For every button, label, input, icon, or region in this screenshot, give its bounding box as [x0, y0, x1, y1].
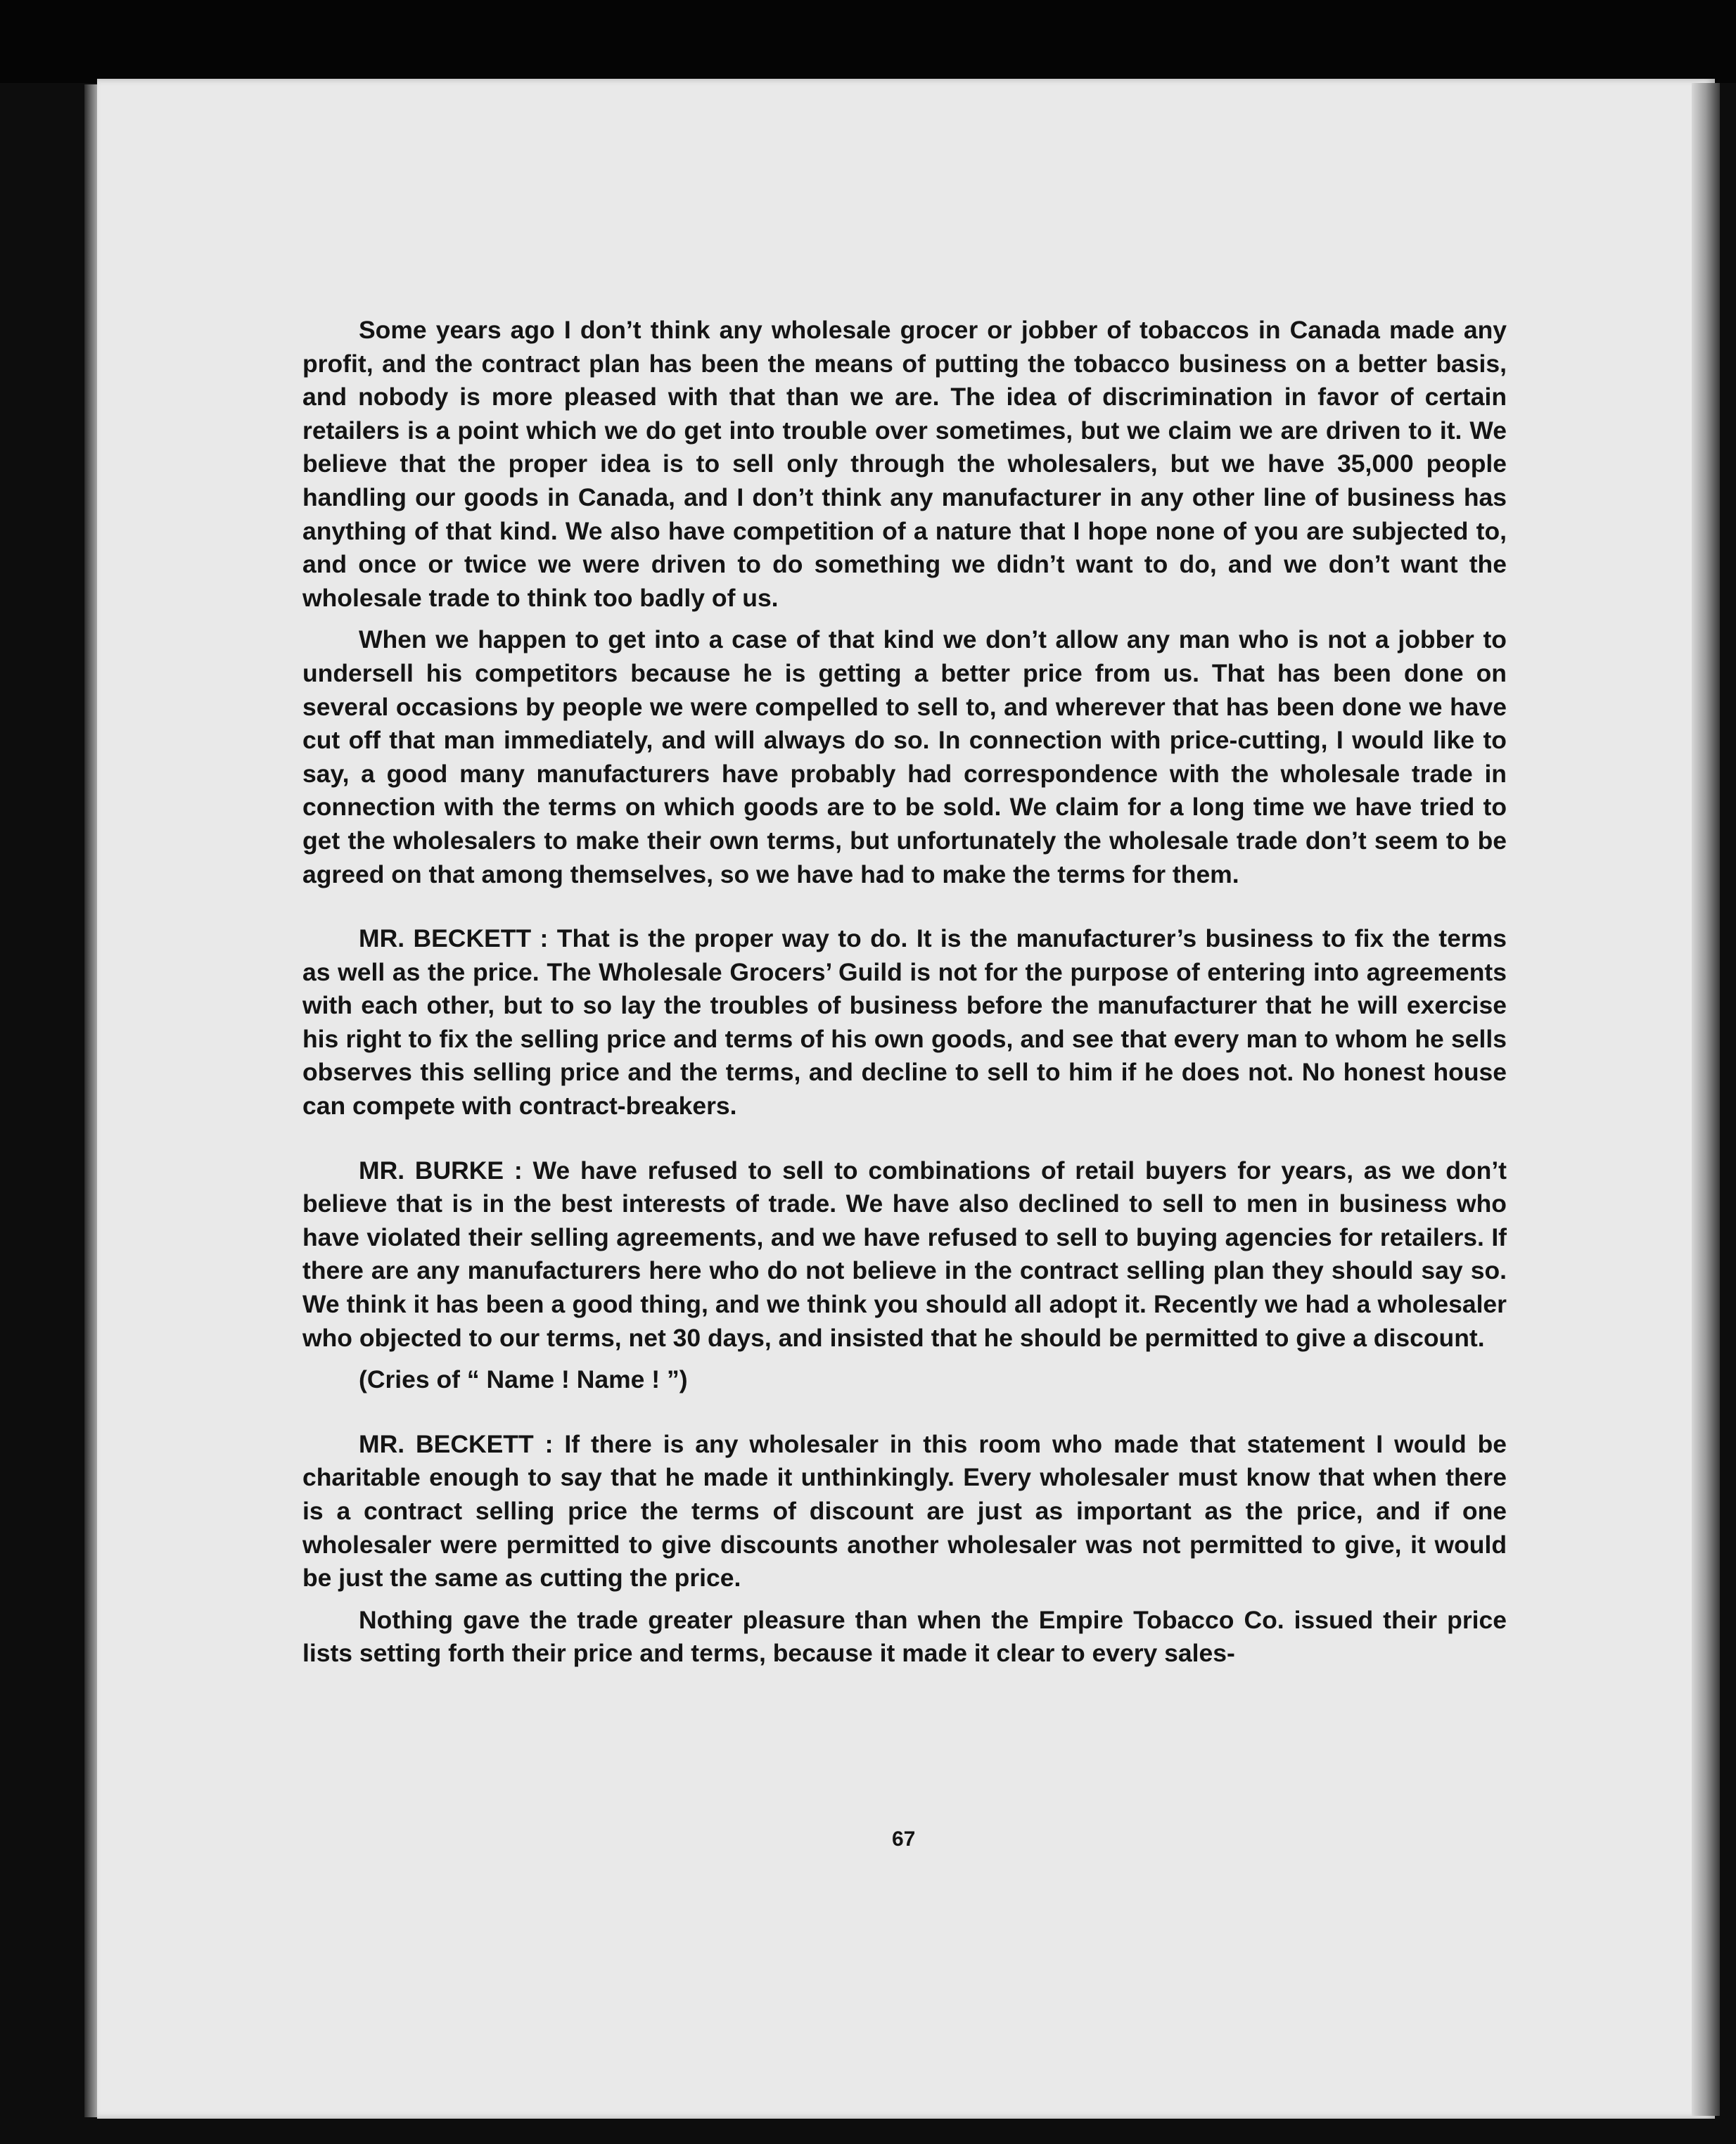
paragraph-cries: (Cries of “ Name ! Name ! ”) — [359, 1365, 688, 1394]
body-text — [302, 314, 1507, 1671]
paragraph-burke-refusals: MR. BURKE : We have refused to sell to combinations of retail buyers for years, as we don’t believe that is in the best interests of trade. We have also declined to sell to men in business who have violated their selling agreements, and we have refused to sell to buying agencies for retailers. If there are any manufacturers here who do not believe in the contract selling plan they should say so. We think it has been a good thing, and we think you should all adopt it. Recently we had a wholesaler who objected to our terms, net 30 days, and insisted that he should be permitted to give a discount. — [302, 1156, 1507, 1352]
paragraph-beckett-terms: MR. BECKETT : That is the proper way to do. It is the manufacturer’s business to fix the terms as well as the price. The Wholesale Grocers’ Guild is not for the purpose of entering into agreements with each other, but to so lay the troubles of business before the manufacturer that he will exercise his right to fix the selling price and terms of his own goods, and see that every man to whom he sells observes this selling price and the terms, and decline to sell to him if he does not. No honest house can compete with contract-breakers. — [302, 924, 1507, 1121]
paragraph-tobacco-contract-plan: Some years ago I don’t think any wholesale grocer or jobber of tobaccos in Canada made any profit, and the contract plan has been the means of putting the tobacco business on a better basis, and nobody is more pleased with that than we are. The idea of discrimination in favor of certain retailers is a point which we do get into trouble over sometimes, but we claim we are driven to it. We believe that the proper idea is to sell only through the wholesalers, but we have 35,000 people handling our goods in Canada, and I don’t think any manufacturer in any other line of business has anything of that kind. We also have competition of a nature that I hope none of you are subjected to, and once or twice we were driven to do something we didn’t want to do, and we don’t want the wholesale trade to think too badly of us. — [302, 316, 1507, 612]
paragraph-empire-tobacco: Nothing gave the trade greater pleasure than when the Empire Tobacco Co. issued their price lists setting forth their price and terms, because it made it clear to every sales- — [302, 1605, 1507, 1668]
paragraph-beckett-discount: MR. BECKETT : If there is any wholesaler in this room who made that statement I would be charitable enough to say that he made it unthinkingly. Every wholesaler must know that when there is a contract selling price the terms of discount are just as important as the price, and if one wholesaler were permitted to give discounts another wholesaler was not permitted to give, it would be just the same as cutting the price. — [302, 1429, 1507, 1593]
page-right-edge — [1692, 83, 1720, 2116]
scanner-top-band — [0, 0, 1736, 83]
paragraph-undersell: When we happen to get into a case of that kind we don’t allow any man who is not a jobber to undersell his competitors because he is getting a better price from us. That has been done on several occasions by people we were compelled to sell to, and wherever that has been done we have cut off that man immediately, and will always do so. In connection with price-cutting, I would like to say, a good many manufacturers have probably had correspondence with the wholesale trade in connection with the terms on which goods are to be sold. We claim for a long time we have tried to get the wholesalers to make their own terms, but unfortunately the wholesale trade don’t seem to be agreed on that among themselves, so we have had to make the terms for them. — [302, 625, 1507, 888]
page-number: 67 — [892, 1827, 916, 1851]
